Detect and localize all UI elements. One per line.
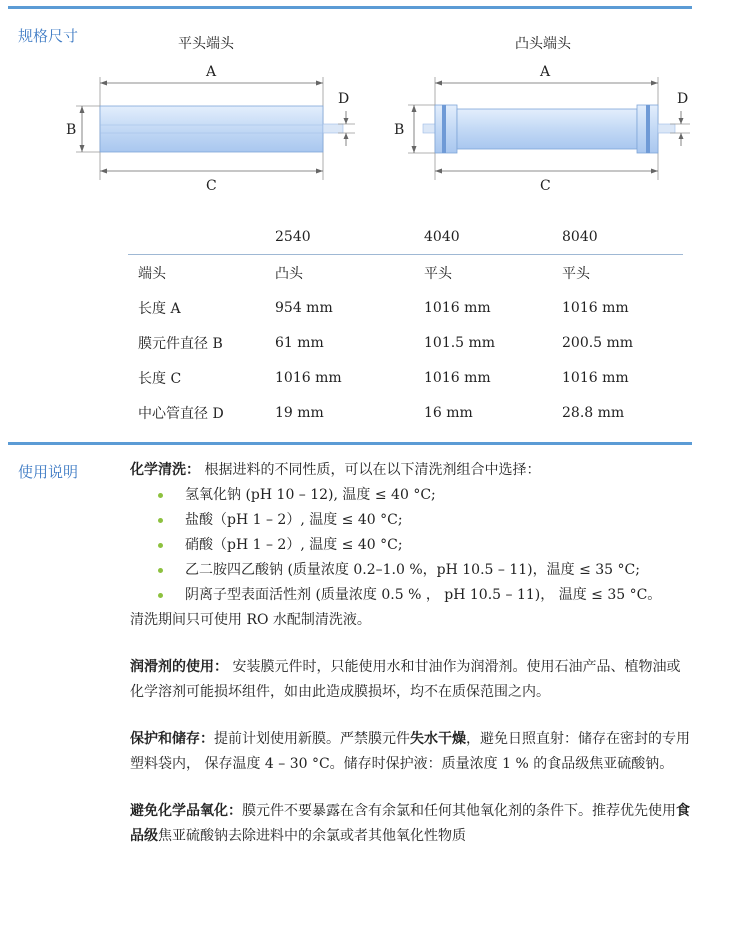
table-header-cell [128,220,275,255]
table-cell: 1016 mm [275,369,342,386]
lubricant-text: 安装膜元件时，只能使用水和甘油作为润滑剂。使用石油产品、植物油或化学溶剂可能损坏组件，如由此造成膜损坏，均不在质保范围之内。 [130,659,681,700]
bullet-dot-icon [158,543,163,548]
list-item-text: 盐酸（pH 1 – 2）, 温度 ≤ 40 °C; [185,512,403,528]
list-item [130,483,690,508]
table-cell: 16 mm [424,404,473,421]
oxidation-paragraph [130,799,690,849]
table-cell: 长度 C [138,370,182,387]
table-cell: 1016 mm [562,299,629,316]
bullet-dot-icon [158,593,163,598]
oxidation-text-2: 焦亚硫酸钠去除进料中的余氯或者其他氧化性物质 [158,828,466,844]
oxidation-text-1: 膜元件不要暴露在含有余氯和任何其他氧化剂的条件下。推荐优先使用 [242,803,676,819]
raised-dim-c: C [540,178,551,194]
table-header-cell: 4040 [424,220,562,255]
table-row [128,290,683,325]
table-row [128,255,683,291]
table-cell: 1016 mm [424,299,491,316]
top-rule [8,6,692,9]
table-cell: 中心管直径 D [138,405,224,422]
raised-end-diagram [390,55,700,195]
table-cell: 954 mm [275,299,333,316]
list-item-text: 氢氧化钠 (pH 10 – 12), 温度 ≤ 40 °C; [185,487,436,503]
table-cell: 1016 mm [424,369,491,386]
storage-title: 保护和储存： [130,731,214,747]
chem-clean-note: 清洗期间只可使用 RO 水配制清洗液。 [130,612,371,628]
oxidation-emphasis: 食品级 [130,803,690,844]
spec-section-label: 规格尺寸 [18,27,79,45]
raised-dim-b: B [394,122,405,138]
list-item-text: 硝酸（pH 1 – 2）, 温度 ≤ 40 °C; [185,537,403,553]
table-header-cell: 2540 [275,220,424,255]
table-cell: 平头 [562,265,590,282]
table-cell: 长度 A [138,300,181,317]
table-cell: 膜元件直径 B [138,335,223,352]
table-row [128,325,683,360]
list-item [130,583,690,608]
table-cell: 61 mm [275,334,324,351]
list-item-text: 阴离子型表面活性剂 (质量浓度 0.5 % ， pH 10.5 – 11)， 温度 ≤ 35 °C。 [185,587,662,603]
cleaning-agent-list [130,483,690,608]
flat-dim-b: B [66,122,77,138]
chem-intro-line [130,458,690,483]
table-cell: 平头 [424,265,452,282]
chem-clean-title: 化学清洗： [130,462,200,478]
lubricant-title: 润滑剂的使用： [130,659,228,675]
lubricant-paragraph [130,655,690,705]
flat-end-title: 平头端头 [178,36,234,52]
list-item [130,533,690,558]
list-item [130,558,690,583]
table-cell: 19 mm [275,404,324,421]
flat-dim-a: A [206,64,217,80]
table-row [128,395,683,430]
usage-content [130,458,690,849]
flat-dim-d: D [338,91,350,107]
bullet-dot-icon [158,518,163,523]
bullet-dot-icon [158,493,163,498]
table-cell: 101.5 mm [424,334,496,351]
specs-table [128,220,683,430]
storage-emphasis: 失水干燥 [410,731,466,747]
flat-end-diagram [60,55,370,195]
table-cell: 凸头 [275,265,303,282]
flat-dim-c: C [206,178,217,194]
storage-text-2: ，避免日照直射：储存在密封的专用塑料袋内， 保存温度 4 – 30 °C。储存时保护液：质量浓度 1 % 的食品级焦亚硫酸钠。 [130,731,690,772]
table-cell: 端头 [138,265,166,282]
list-item-text: 乙二胺四乙酸钠 (质量浓度 0.2–1.0 %，pH 10.5 – 11)，温度 ≤ 35 °C; [185,562,640,578]
storage-paragraph [130,727,690,777]
raised-end-title: 凸头端头 [515,36,571,52]
oxidation-title: 避免化学品氧化： [130,803,242,819]
table-cell: 28.8 mm [562,404,625,421]
table-header-cell: 8040 [562,220,683,255]
raised-dim-a: A [540,64,551,80]
usage-section-label: 使用说明 [18,463,79,481]
table-header-row [128,220,683,255]
table-cell: 1016 mm [562,369,629,386]
table-cell: 200.5 mm [562,334,634,351]
bullet-dot-icon [158,568,163,573]
chem-clean-intro: 根据进料的不同性质，可以在以下清洗剂组合中选择： [200,462,541,478]
raised-dim-d: D [677,91,689,107]
section-rule [8,442,692,445]
storage-text-1: 提前计划使用新膜。严禁膜元件 [214,731,410,747]
table-row [128,360,683,395]
list-item [130,508,690,533]
